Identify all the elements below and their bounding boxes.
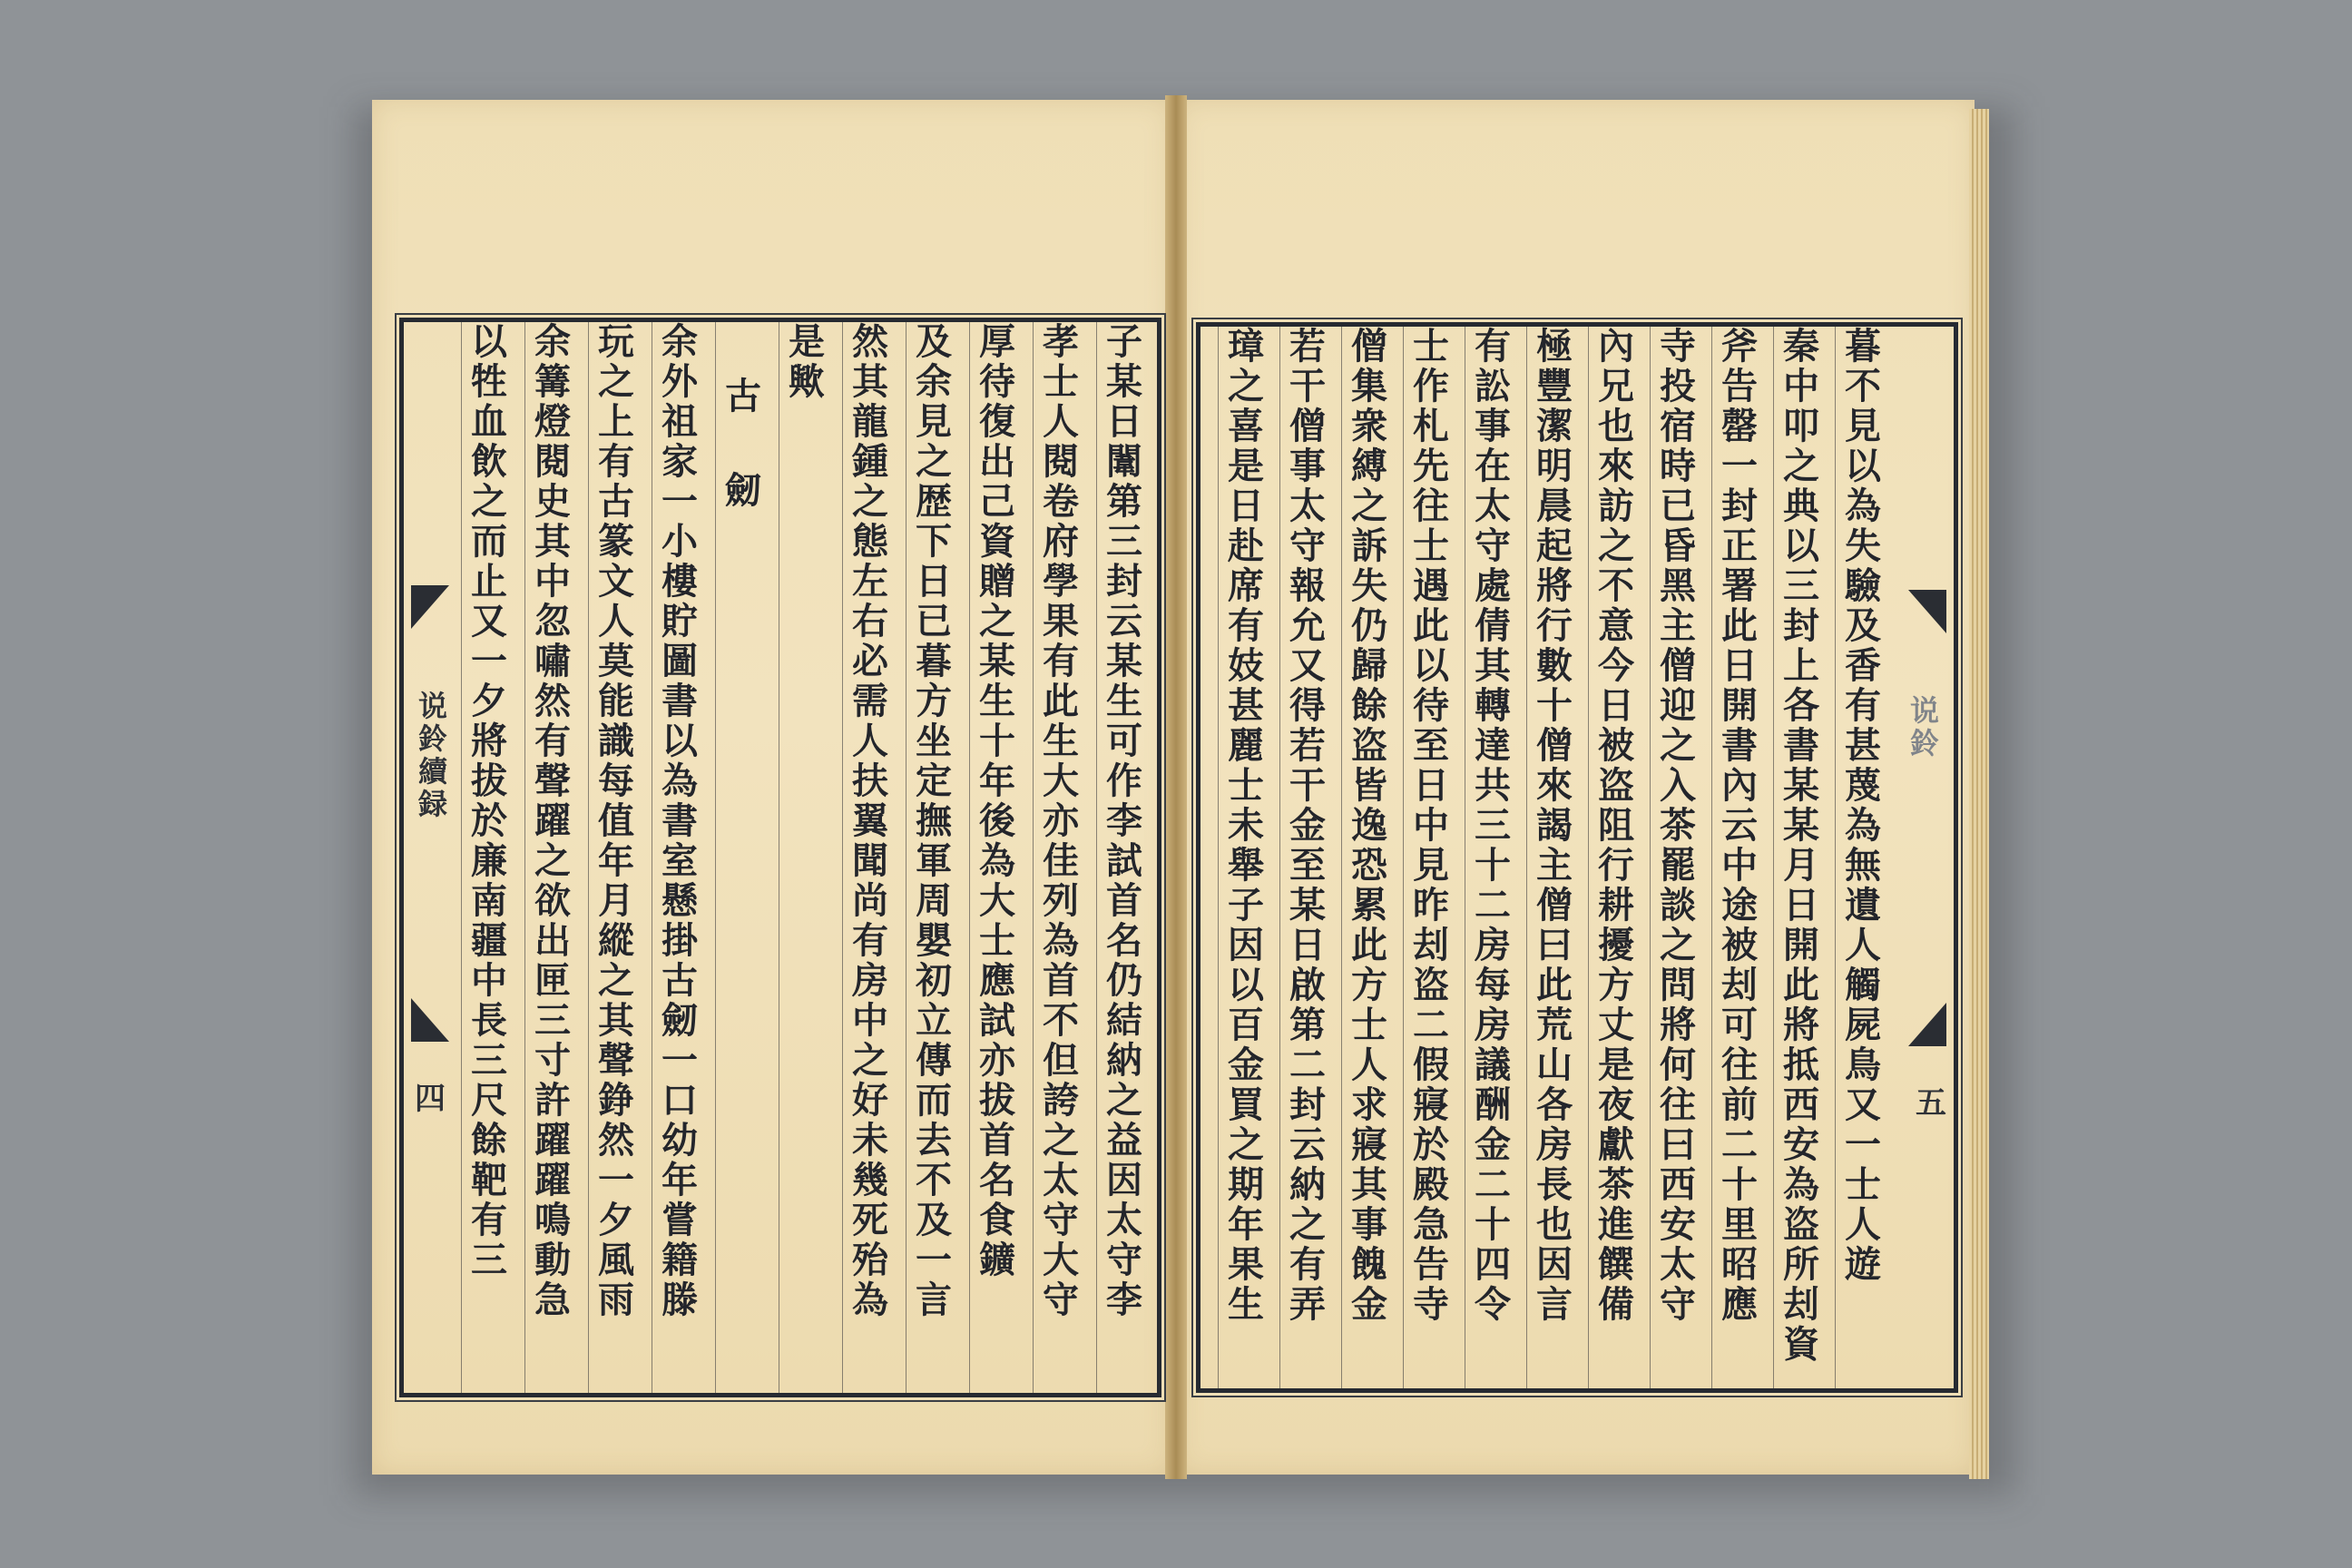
text-column: 若 干 僧 事 太 守 報 允 又 得 若 干 金 至 某 日 啟 第 二 封 云 納 之 有 弄 [1279,327,1335,1388]
text-column: 僧 集 衆 縛 之 訴 失 仍 歸 餘 盗 皆 逸 恐 累 此 方 士 人 求 寢 其 事 餽 金 [1341,327,1396,1388]
left-spine-label [402,322,466,1393]
section-heading: 古 劒 [715,322,770,1393]
text-column: 寺 投 宿 時 已 昏 黑 主 僧 迎 之 入 茶 罷 談 之 問 將 何 往 曰 西 安 太 守 [1650,327,1705,1388]
book-gutter [1165,95,1187,1479]
text-column: 孝 士 人 閱 卷 府 學 果 有 此 生 大 亦 佳 列 為 首 不 但 誇 之 太 守 大 守 [1033,322,1088,1393]
left-text-frame [399,318,1161,1397]
fish-tail-mark-upper [411,585,449,629]
text-column: 秦 中 叩 之 典 以 三 封 上 各 書 某 某 月 日 開 此 將 抵 西 安 為 盗 所 刦 資 [1773,327,1828,1388]
fish-tail-mark-upper [1908,590,1946,633]
text-column: 有 訟 事 在 太 守 處 倩 其 轉 達 共 三 十 二 房 每 房 議 酬 金 二 十 四 令 [1465,327,1520,1388]
right-text-frame [1196,322,1958,1393]
text-column: 璋 之 喜 是 日 赴 席 有 妓 甚 麗 士 未 舉 子 因 以 百 金 買 之 期 年 果 生 [1218,327,1273,1388]
right-spine-label [1892,327,1955,1388]
text-column: 然 其 龍 鍾 之 態 左 右 必 需 人 扶 翼 聞 尚 有 房 中 之 好 未 幾 死 殆 為 [842,322,897,1393]
text-column: 斧 告 罄 一 封 正 署 此 日 開 書 內 云 中 途 被 刦 可 往 前 二 十 里 昭 應 [1711,327,1767,1388]
text-column: 是 歟 [779,322,834,1393]
left-spine-title: 说 鈴 續 録 [418,689,448,821]
text-column: 玩 之 上 有 古 篆 文 人 莫 能 識 每 值 年 月 縱 之 其 聲 錚 然 一 夕 風 雨 [588,322,643,1393]
fish-tail-mark-lower [411,998,449,1042]
text-column: 士 作 札 先 往 士 遇 此 以 待 至 日 中 見 昨 刦 盗 二 假 寢 於 殿 急 告 寺 [1403,327,1458,1388]
text-column: 極 豐 潔 明 晨 起 將 行 數 十 僧 來 謁 主 僧 曰 此 荒 山 各 房 長 也 因 言 [1526,327,1582,1388]
text-column: 余 篝 燈 閱 史 其 中 忽 嘯 然 有 聲 躍 之 欲 出 匣 三 寸 許 躍 躍 鳴 動 急 [524,322,580,1393]
text-column: 子 某 日 闈 第 三 封 云 某 生 可 作 李 試 首 名 仍 結 納 之 益 因 太 守 李 [1096,322,1152,1393]
right-page-number: 五 [1916,1085,1946,1122]
text-column: 暮 不 見 以 為 失 驗 及 香 有 甚 蔑 為 無 遺 人 觸 屍 鳥 又 一 士 人 遊 [1835,327,1890,1388]
page-edges [1969,109,1989,1479]
text-column: 內 兄 也 來 訪 之 不 意 今 日 被 盗 阻 行 耕 擾 方 丈 是 夜 獻 茶 進 饌 備 [1588,327,1643,1388]
text-column: 以 牲 血 飲 之 而 止 又 一 夕 將 拔 於 廉 南 疆 中 長 三 尺 餘 靶 有 三 [461,322,516,1393]
right-spine-title: 说 鈴 [1909,693,1939,760]
text-column: 余 外 祖 家 一 小 樓 貯 圖 書 以 為 書 室 懸 掛 古 劒 一 口 幼 年 嘗 籍 滕 [652,322,707,1393]
left-page-number: 四 [415,1081,446,1117]
text-column: 厚 待 復 出 己 資 贈 之 某 生 十 年 後 為 大 士 應 試 亦 拔 首 名 食 鑛 [969,322,1024,1393]
fish-tail-mark-lower [1908,1003,1946,1046]
text-column: 及 余 見 之 歴 下 日 已 暮 方 坐 定 撫 軍 周 嬰 初 立 傳 而 去 不 及 一 言 [906,322,961,1393]
